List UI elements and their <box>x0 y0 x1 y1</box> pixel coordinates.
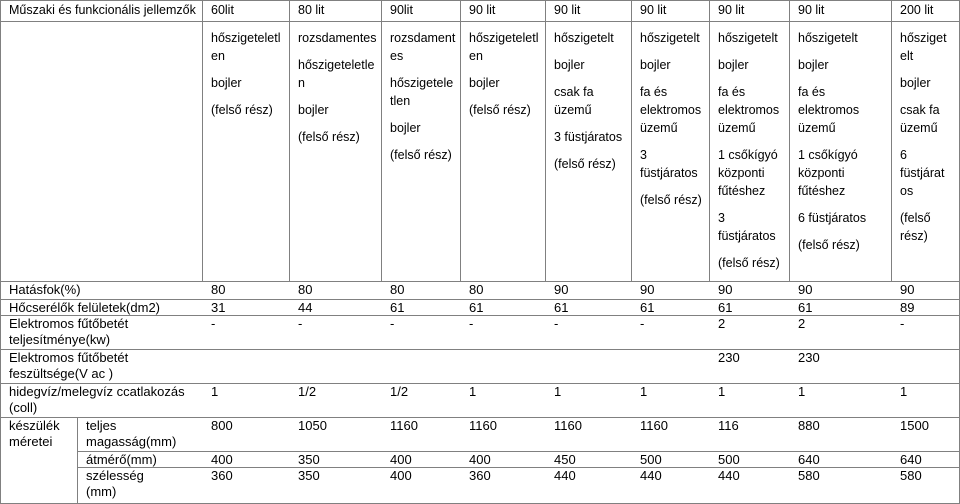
description-paragraph <box>390 119 452 137</box>
description-line: hőszigeteletl <box>469 31 539 45</box>
value-text: 230 <box>718 350 740 365</box>
description-paragraph <box>211 101 281 119</box>
value-cell <box>382 316 461 350</box>
value-cell <box>461 316 546 350</box>
value-text: 1 <box>469 384 477 399</box>
description-paragraph <box>469 74 537 92</box>
description-paragraph <box>554 128 623 146</box>
description-paragraph <box>211 74 281 92</box>
value-cell <box>790 468 892 504</box>
value-text: 1050 <box>298 418 327 433</box>
value-cell <box>382 452 461 468</box>
description-line: bojler <box>798 58 829 72</box>
description-paragraph <box>554 56 623 74</box>
description-paragraph <box>554 155 623 173</box>
dimension-label-line: (mm) <box>86 484 117 499</box>
description-paragraph <box>900 101 951 137</box>
description-line: os <box>900 184 914 198</box>
description-paragraph <box>798 56 883 74</box>
value-cell <box>710 300 790 316</box>
value-cell <box>892 418 960 452</box>
description-paragraph <box>798 29 883 47</box>
description-paragraph <box>798 236 883 254</box>
value-cell <box>382 468 461 504</box>
description-line: (felső rész) <box>469 103 531 117</box>
capacity-header-cell <box>632 0 710 22</box>
value-text: 61 <box>640 300 655 315</box>
dimension-label-line: szélesség <box>86 468 144 483</box>
description-paragraph <box>298 128 373 146</box>
description-cell <box>290 22 382 282</box>
value-text: 400 <box>390 452 412 467</box>
value-cell <box>790 282 892 300</box>
description-line: rész) <box>900 229 928 243</box>
value-text: 580 <box>798 468 820 483</box>
value-cell <box>632 300 710 316</box>
value-cell <box>632 452 710 468</box>
value-text: 400 <box>390 468 412 483</box>
value-cell <box>790 418 892 452</box>
value-text: 1160 <box>469 418 497 433</box>
value-cell <box>461 350 546 384</box>
value-text: 90 <box>798 282 813 297</box>
value-cell <box>790 300 892 316</box>
description-line: hőszigetelt <box>718 31 778 45</box>
description-line: elektromos <box>640 103 702 117</box>
value-text: 400 <box>211 452 233 467</box>
capacity-label: 90 lit <box>718 3 745 17</box>
value-text: 80 <box>469 282 484 297</box>
description-line: 3 <box>718 211 725 225</box>
value-text: 450 <box>554 452 576 467</box>
value-cell <box>632 350 710 384</box>
value-text: 800 <box>211 418 233 433</box>
value-text: 440 <box>554 468 576 483</box>
description-line: fűtéshez <box>798 184 846 198</box>
description-line: n <box>298 76 305 90</box>
row-label-line: hidegvíz/melegvíz ccatlakozás <box>9 384 185 399</box>
description-line: bojler <box>640 58 671 72</box>
value-cell <box>382 282 461 300</box>
description-cell <box>203 22 290 282</box>
value-text: - <box>900 316 905 331</box>
description-line: (felső rész) <box>298 130 360 144</box>
description-cell <box>892 22 960 282</box>
value-cell <box>382 384 461 418</box>
description-line: üzemű <box>554 103 592 117</box>
value-text: 61 <box>718 300 733 315</box>
value-text: 90 <box>554 282 569 297</box>
description-line: bojler <box>900 76 931 90</box>
description-line: üzemű <box>718 121 756 135</box>
description-paragraph <box>900 29 951 65</box>
value-text: - <box>554 316 559 331</box>
description-line: (felső rész) <box>640 193 702 207</box>
description-line: elt <box>900 49 914 63</box>
value-cell <box>710 316 790 350</box>
value-cell <box>546 282 632 300</box>
description-line: 1 csőkígyó <box>718 148 778 162</box>
description-line: bojler <box>718 58 749 72</box>
value-text: 1160 <box>554 418 582 433</box>
value-cell <box>203 300 290 316</box>
value-text: - <box>211 316 216 331</box>
capacity-header-cell <box>382 0 461 22</box>
capacity-header-cell <box>290 0 382 22</box>
value-text: 61 <box>554 300 569 315</box>
description-line: (felső rész) <box>211 103 273 117</box>
value-text: 31 <box>211 300 226 315</box>
value-cell <box>290 418 382 452</box>
value-text: 61 <box>390 300 405 315</box>
description-paragraph <box>718 29 781 47</box>
row-label-line: (coll) <box>9 400 38 415</box>
description-paragraph <box>900 209 951 245</box>
description-paragraph <box>390 29 456 65</box>
description-paragraph <box>390 146 452 164</box>
value-text: - <box>640 316 645 331</box>
value-cell <box>892 316 960 350</box>
value-cell <box>892 300 960 316</box>
description-paragraph <box>718 83 781 137</box>
value-text: 360 <box>469 468 491 483</box>
value-text: 2 <box>798 316 806 331</box>
description-paragraph <box>718 56 781 74</box>
description-paragraph <box>640 29 701 47</box>
description-paragraph <box>640 83 701 137</box>
value-text: 230 <box>798 350 820 365</box>
value-text: 1160 <box>640 418 668 433</box>
value-cell <box>461 418 546 452</box>
description-line: központi <box>718 166 765 180</box>
value-cell <box>382 350 461 384</box>
description-paragraph <box>900 74 951 92</box>
capacity-header-cell <box>546 0 632 22</box>
description-paragraph <box>554 83 623 119</box>
row-label-line: Elektromos fűtőbetét <box>9 350 129 365</box>
description-empty-cell <box>0 22 203 282</box>
description-paragraph <box>798 146 883 200</box>
capacity-header-cell <box>710 0 790 22</box>
value-cell <box>461 452 546 468</box>
value-text: 440 <box>640 468 662 483</box>
value-text: 1 <box>211 384 219 399</box>
value-cell <box>203 452 290 468</box>
value-cell <box>632 468 710 504</box>
description-line: (felső rész) <box>718 256 780 270</box>
description-line: hőszigetelt <box>554 31 614 45</box>
capacity-label: 90 lit <box>640 3 667 17</box>
capacity-label: 200 lit <box>900 3 934 17</box>
value-cell <box>546 384 632 418</box>
value-text: 440 <box>718 468 740 483</box>
description-paragraph <box>298 101 373 119</box>
value-text: 350 <box>298 452 320 467</box>
value-text: 90 <box>640 282 655 297</box>
description-line: 1 csőkígyó <box>798 148 858 162</box>
description-paragraph <box>900 146 951 200</box>
value-cell <box>290 316 382 350</box>
description-line: bojler <box>298 103 329 117</box>
value-cell <box>546 300 632 316</box>
value-cell <box>710 452 790 468</box>
description-paragraph <box>298 56 373 92</box>
value-cell <box>290 282 382 300</box>
dimensions-group-label-line: készülék <box>9 418 60 433</box>
value-text: 580 <box>900 468 922 483</box>
description-paragraph <box>211 29 281 65</box>
description-line: bojler <box>469 76 500 90</box>
row-label-line: teljesítménye(kw) <box>9 332 111 347</box>
value-cell <box>203 350 290 384</box>
value-text: - <box>469 316 474 331</box>
description-line: hőszigetelt <box>798 31 858 45</box>
value-cell <box>203 418 290 452</box>
description-cell <box>461 22 546 282</box>
description-cell <box>546 22 632 282</box>
capacity-label: 90 lit <box>469 3 496 17</box>
description-paragraph <box>640 191 701 209</box>
value-cell <box>290 350 382 384</box>
description-line: en <box>469 49 483 63</box>
description-line: 6 füstjáratos <box>798 211 867 225</box>
value-cell <box>382 418 461 452</box>
row-label-cell <box>0 300 203 316</box>
row-label-cell <box>0 384 203 418</box>
feature-header-cell <box>0 0 203 22</box>
dimension-label-cell <box>78 468 203 504</box>
value-cell <box>790 452 892 468</box>
capacity-header-cell <box>892 0 960 22</box>
description-line: központi <box>798 166 845 180</box>
row-label-cell <box>0 316 203 350</box>
value-cell <box>203 282 290 300</box>
value-text: 350 <box>298 468 320 483</box>
value-text: 1 <box>554 384 562 399</box>
description-line: rozsdament <box>390 31 456 45</box>
dimension-label-line: magasság(mm) <box>86 434 177 449</box>
value-text: 1160 <box>390 418 418 433</box>
value-cell <box>461 468 546 504</box>
row-label-cell <box>0 350 203 384</box>
value-cell <box>632 282 710 300</box>
description-line: füstjáratos <box>640 166 698 180</box>
description-line: es <box>390 49 404 63</box>
description-line: tlen <box>390 94 411 108</box>
capacity-label: 80 lit <box>298 3 325 17</box>
description-paragraph <box>390 74 452 110</box>
value-text: 1500 <box>900 418 929 433</box>
value-cell <box>710 350 790 384</box>
value-cell <box>203 316 290 350</box>
value-text: 1 <box>640 384 648 399</box>
value-cell <box>710 282 790 300</box>
description-line: bojler <box>211 76 242 90</box>
description-line: fa és <box>718 85 746 99</box>
dimension-label-cell <box>78 418 203 452</box>
value-cell <box>290 384 382 418</box>
value-text: 116 <box>718 418 739 433</box>
value-cell <box>892 282 960 300</box>
description-paragraph <box>718 254 781 272</box>
value-text: 2 <box>718 316 726 331</box>
description-line: rozsdamentes <box>298 31 377 45</box>
dimensions-group-label-cell <box>0 418 78 504</box>
row-label-line: Hatásfok(%) <box>9 282 81 297</box>
capacity-label: 90 lit <box>554 3 581 17</box>
value-cell <box>710 468 790 504</box>
description-line: bojler <box>390 121 421 135</box>
value-text: 44 <box>298 300 313 315</box>
value-text: 500 <box>640 452 662 467</box>
description-cell <box>790 22 892 282</box>
value-cell <box>290 452 382 468</box>
value-text: 360 <box>211 468 233 483</box>
description-line: üzemű <box>900 121 938 135</box>
value-cell <box>892 468 960 504</box>
capacity-label: 90 lit <box>798 3 825 17</box>
value-text: 90 <box>718 282 733 297</box>
value-cell <box>461 300 546 316</box>
description-line: (felső rész) <box>798 238 860 252</box>
value-text: 500 <box>718 452 740 467</box>
value-cell <box>461 384 546 418</box>
row-label-cell <box>0 282 203 300</box>
value-text: 61 <box>798 300 813 315</box>
description-paragraph <box>798 209 883 227</box>
value-cell <box>546 350 632 384</box>
value-cell <box>290 300 382 316</box>
description-line: hőszigetele <box>390 76 454 90</box>
description-paragraph <box>554 29 623 47</box>
description-line: 6 <box>900 148 907 162</box>
value-cell <box>461 282 546 300</box>
dimension-label-cell <box>78 452 203 468</box>
description-line: bojler <box>554 58 585 72</box>
value-cell <box>892 350 960 384</box>
description-paragraph <box>469 101 537 119</box>
value-text: 640 <box>900 452 922 467</box>
description-paragraph <box>718 209 781 245</box>
description-paragraph <box>298 29 377 47</box>
value-text: 1/2 <box>298 384 317 399</box>
description-line: 3 <box>640 148 647 162</box>
value-text: 61 <box>469 300 484 315</box>
value-cell <box>382 300 461 316</box>
value-cell <box>546 468 632 504</box>
row-label-line: feszültsége(V ac ) <box>9 366 114 381</box>
value-cell <box>632 384 710 418</box>
value-cell <box>546 316 632 350</box>
description-line: csak fa <box>554 85 594 99</box>
value-cell <box>710 418 790 452</box>
capacity-label: 90lit <box>390 3 413 17</box>
description-cell <box>710 22 790 282</box>
description-paragraph <box>640 56 701 74</box>
value-text: 89 <box>900 300 915 315</box>
description-line: fűtéshez <box>718 184 766 198</box>
description-paragraph <box>469 29 537 65</box>
value-cell <box>546 418 632 452</box>
description-line: hőszigeteletle <box>298 58 375 72</box>
description-line: fa és <box>798 85 826 99</box>
value-text: 1 <box>900 384 908 399</box>
value-cell <box>290 468 382 504</box>
description-cell <box>632 22 710 282</box>
row-label-line: Elektromos fűtőbetét <box>9 316 129 331</box>
description-line: (felső rész) <box>554 157 616 171</box>
description-line: füstjárat <box>900 166 945 180</box>
value-text: 1 <box>798 384 806 399</box>
value-text: 400 <box>469 452 491 467</box>
value-cell <box>710 384 790 418</box>
description-paragraph <box>640 146 701 182</box>
description-line: en <box>211 49 225 63</box>
dimension-label-line: átmérő(mm) <box>86 452 157 467</box>
capacity-label: 60lit <box>211 3 234 17</box>
description-line: üzemű <box>798 121 836 135</box>
value-cell <box>892 452 960 468</box>
description-line: csak fa <box>900 103 940 117</box>
description-cell <box>382 22 461 282</box>
value-text: - <box>298 316 303 331</box>
value-cell <box>790 384 892 418</box>
value-text: - <box>390 316 395 331</box>
description-paragraph <box>718 146 781 200</box>
value-text: 640 <box>798 452 820 467</box>
description-line: fa és <box>640 85 668 99</box>
value-text: 880 <box>798 418 820 433</box>
value-cell <box>546 452 632 468</box>
capacity-header-cell <box>461 0 546 22</box>
description-line: elektromos <box>718 103 780 117</box>
value-cell <box>790 350 892 384</box>
capacity-header-cell <box>790 0 892 22</box>
description-line: elektromos <box>798 103 860 117</box>
value-cell <box>203 384 290 418</box>
value-cell <box>632 316 710 350</box>
description-line: hőszigetelt <box>640 31 700 45</box>
description-line: füstjáratos <box>718 229 776 243</box>
dimensions-group-label-line: méretei <box>9 434 53 449</box>
row-label-line: Hőcserélők felületek(dm2) <box>9 300 161 315</box>
value-cell <box>790 316 892 350</box>
feature-header-label: Műszaki és funkcionális jellemzők <box>9 3 196 17</box>
value-cell <box>203 468 290 504</box>
description-line: hősziget <box>900 31 947 45</box>
description-line: üzemű <box>640 121 678 135</box>
value-text: 80 <box>211 282 226 297</box>
description-line: (felső <box>900 211 931 225</box>
capacity-header-cell <box>203 0 290 22</box>
description-line: 3 füstjáratos <box>554 130 623 144</box>
value-cell <box>892 384 960 418</box>
value-text: 1 <box>718 384 726 399</box>
value-text: 1/2 <box>390 384 409 399</box>
description-line: (felső rész) <box>390 148 452 162</box>
description-line: hőszigeteletl <box>211 31 281 45</box>
dimension-label-line: teljes <box>86 418 117 433</box>
description-paragraph <box>798 83 883 137</box>
value-text: 90 <box>900 282 915 297</box>
value-cell <box>632 418 710 452</box>
value-text: 80 <box>298 282 313 297</box>
value-text: 80 <box>390 282 405 297</box>
